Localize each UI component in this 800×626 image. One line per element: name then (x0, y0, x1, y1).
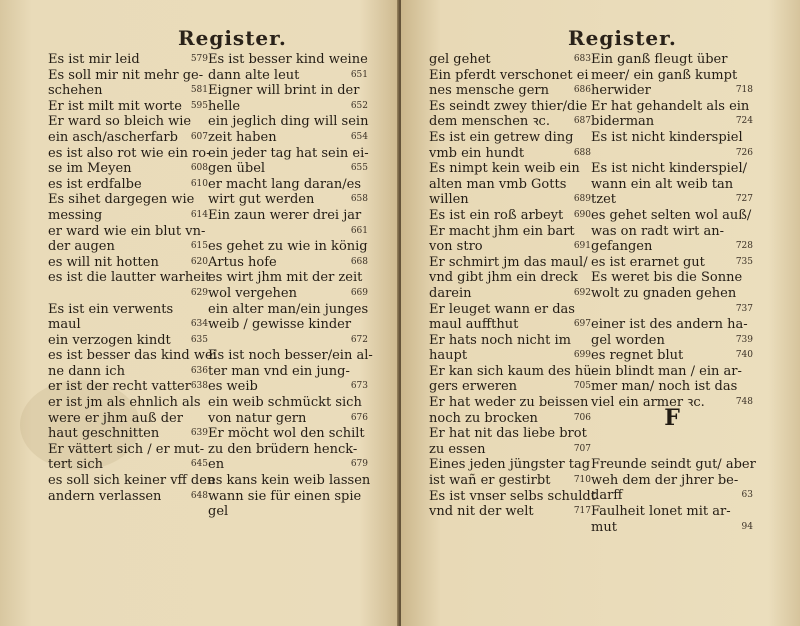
entry-text: alten man vmb Gotts (429, 176, 567, 192)
entry-page-number: 651 (350, 69, 368, 80)
register-entry (48, 317, 208, 333)
left-page (0, 0, 399, 626)
entry-text: gers erweren (429, 379, 518, 395)
register-entry (429, 239, 591, 255)
register-entry (48, 145, 211, 162)
entry-text: Ein pferdt verschonet ei (429, 67, 589, 83)
entry-text: Es weret bis die Sonne (591, 270, 743, 286)
entry-text: Er kan sich kaum des hü- (429, 363, 597, 379)
register-entry (591, 488, 753, 504)
entry-text: gen übel (208, 161, 266, 177)
entry-text: der augen (48, 239, 115, 255)
register-entry (208, 364, 368, 380)
register-entry (429, 363, 597, 380)
entry-page-number: 676 (350, 412, 368, 423)
entry-text: Er hat weder zu beissen (429, 395, 589, 411)
register-entry (591, 177, 753, 193)
register-entry (591, 255, 753, 271)
register-entry (591, 192, 753, 208)
entry-text: Es nimpt kein weib ein (429, 161, 580, 177)
entry-text: ein jeglich ding will sein (208, 114, 369, 130)
entry-text: helle (208, 98, 241, 114)
entry-page-number: 634 (190, 319, 208, 330)
register-entry (208, 114, 368, 130)
entry-text: er ist jm als ehnlich als (48, 395, 201, 411)
entry-text: maul (48, 317, 81, 333)
entry-text: mer man/ noch ist das (591, 379, 738, 395)
register-entry (591, 302, 753, 318)
register-entry (429, 161, 591, 177)
entry-page-number: 710 (573, 475, 591, 486)
register-entry (208, 208, 368, 224)
entry-page-number: 635 (190, 334, 208, 345)
entry-text: ein jeder tag hat sein ei- (208, 145, 369, 161)
entry-text: noch zu brocken (429, 410, 538, 426)
entry-page-number: 735 (735, 256, 753, 267)
entry-page-number: 697 (573, 319, 591, 330)
entry-text: es ist also rot wie ein ro- (48, 145, 211, 161)
register-entry (208, 270, 368, 286)
register-entry (48, 395, 208, 411)
register-entry (208, 426, 368, 442)
register-entry (591, 130, 753, 146)
register-entry (591, 404, 753, 442)
register-entry (429, 130, 591, 146)
entry-text: herwider (591, 83, 651, 99)
register-entry (429, 146, 591, 162)
entry-text: wann sie für einen spie (208, 488, 362, 504)
entry-text: er ward wie ein blut vn- (48, 223, 206, 239)
register-entry (591, 146, 753, 162)
register-entry (591, 161, 753, 177)
register-entry (429, 83, 591, 99)
entry-page-number: 689 (573, 194, 591, 205)
entry-page-number: 94 (741, 521, 753, 532)
entry-text: zeit haben (208, 129, 277, 145)
register-entry (48, 99, 208, 115)
entry-text: er macht lang daran/es (208, 176, 362, 192)
register-entry (591, 68, 753, 84)
entry-page-number: 688 (573, 147, 591, 158)
entry-page-number: 692 (573, 287, 591, 298)
register-entry (48, 52, 208, 68)
entry-text: maul auffthut (429, 317, 519, 333)
entry-page-number: 705 (573, 381, 591, 392)
register-entry (429, 473, 591, 489)
register-entry (591, 270, 753, 286)
right-page (401, 0, 800, 626)
entry-page-number: 614 (190, 209, 208, 220)
entry-text: Es ist nicht kinderspiel (591, 129, 743, 145)
entry-page-number: 683 (573, 54, 591, 64)
register-entry (48, 457, 208, 473)
entry-text: Er ward so bleich wie (48, 114, 192, 130)
left-page-header: Register. (178, 26, 287, 50)
entry-text: Es ist ein verwents (48, 301, 174, 317)
entry-text: Er möcht wol den schilt (208, 426, 365, 442)
register-entry (48, 270, 211, 286)
register-entry (591, 473, 753, 489)
entry-text: Es seindt zwey thier/die (429, 98, 588, 114)
register-entry (208, 489, 368, 505)
entry-text: es wirt jhm mit der zeit (208, 270, 363, 286)
register-entry (48, 192, 208, 208)
entry-page-number: 615 (190, 241, 208, 252)
entry-page-number: 581 (190, 85, 208, 96)
register-entry (429, 52, 591, 68)
register-entry (591, 348, 753, 364)
register-entry (429, 68, 591, 84)
entry-text: Ein ganß fleugt über (591, 52, 728, 67)
register-entry (429, 114, 591, 130)
entry-text: Es ist vnser selbs schuldt (429, 488, 596, 504)
register-entry (208, 504, 368, 520)
entry-text: Er hats noch nicht im (429, 332, 571, 348)
entry-page-number: 728 (735, 241, 753, 252)
register-entry (591, 99, 753, 115)
register-entry (208, 473, 371, 489)
register-entry (48, 83, 208, 99)
entry-text: es ist besser das kind wei (48, 348, 217, 364)
register-entry (591, 457, 756, 473)
entry-text: vnd nit der welt (429, 504, 534, 520)
entry-text: meer/ ein ganß kumpt (591, 67, 738, 83)
register-entry (429, 208, 591, 224)
register-entry (48, 255, 208, 271)
entry-text: en (208, 457, 225, 473)
register-entry (429, 286, 591, 302)
register-entry (208, 255, 368, 271)
entry-text: es weib (208, 379, 258, 395)
entry-text: Es sihet dargegen wie (48, 192, 195, 208)
entry-page-number: 718 (735, 85, 753, 96)
entry-text: von natur gern (208, 410, 307, 426)
register-entry (591, 364, 753, 380)
entry-page-number: 610 (190, 178, 208, 189)
register-entry (48, 224, 208, 240)
entry-text: nes mensche gern (429, 83, 550, 99)
entry-text: Er leuget wann er das (429, 301, 575, 317)
register-entry (429, 224, 591, 240)
left-column-1 (48, 52, 217, 504)
entry-text: ter man vnd ein jung- (208, 363, 350, 379)
entry-text: Er schmirt jm das maul/ (429, 254, 588, 270)
entry-text: es gehet zu wie in könig (208, 239, 368, 255)
entry-text: es ist erarnet gut (591, 254, 705, 270)
register-entry (591, 208, 753, 224)
register-entry (429, 411, 591, 427)
entry-page-number: 620 (190, 256, 208, 267)
entry-page-number: 690 (573, 209, 591, 220)
entry-text: andern verlassen (48, 488, 162, 504)
entry-text: Er vättert sich / er mut- (48, 441, 205, 457)
register-entry (208, 302, 368, 318)
register-entry (429, 192, 591, 208)
register-entry (591, 83, 753, 99)
entry-text: ne dann ich (48, 363, 125, 379)
register-entry (429, 442, 591, 458)
register-entry (48, 161, 208, 177)
register-entry (48, 68, 208, 84)
entry-page-number: 726 (735, 147, 753, 158)
entry-text: ein blindt man / ein ar- (591, 363, 742, 379)
entry-text: Artus hofe (208, 254, 277, 270)
register-entry (429, 255, 591, 271)
entry-page-number: 672 (350, 334, 368, 345)
entry-text: weib / gewisse kinder (208, 317, 352, 333)
entry-text: Er macht jhm ein bart (429, 223, 575, 239)
entry-page-number: 727 (735, 194, 753, 205)
entry-page-number: 687 (573, 116, 591, 127)
entry-text: zu den brüdern henck- (208, 441, 358, 457)
register-entry (591, 52, 753, 68)
entry-page-number: 638 (190, 381, 208, 392)
register-entry (429, 426, 591, 442)
entry-text: Ein zaun werer drei jar (208, 207, 362, 223)
entry-page-number: 607 (190, 131, 208, 142)
entry-text: haut geschnitten (48, 426, 160, 442)
entry-page-number: 668 (350, 256, 368, 267)
register-entry (429, 317, 591, 333)
entry-text: se im Meyen (48, 161, 132, 177)
register-entry (429, 395, 591, 411)
entry-page-number: 748 (735, 397, 753, 408)
right-column-2 (591, 52, 756, 535)
register-entry (48, 379, 208, 395)
entry-text: es gehet selten wol auß/ (591, 207, 752, 223)
entry-text: darff (591, 488, 623, 504)
register-entry (48, 333, 208, 349)
register-entry (429, 177, 591, 193)
entry-text: weh dem der jhrer be- (591, 472, 739, 488)
entry-page-number: 655 (350, 163, 368, 174)
register-entry (429, 348, 591, 364)
entry-text: Es ist mir leid (48, 52, 140, 67)
entry-page-number: 636 (190, 365, 208, 376)
entry-page-number: 669 (350, 287, 368, 298)
entry-page-number: 737 (735, 303, 753, 314)
entry-page-number: 691 (573, 241, 591, 252)
entry-text: Eigner will brint in der (208, 83, 360, 99)
entry-page-number: 739 (735, 334, 753, 345)
entry-text: ein verzogen kindt (48, 332, 171, 348)
register-entry (429, 457, 591, 473)
register-entry (48, 130, 208, 146)
entry-text: gel gehet (429, 52, 491, 67)
register-entry (48, 348, 217, 364)
entry-page-number: 706 (573, 412, 591, 423)
entry-text: mut (591, 519, 617, 535)
register-entry (591, 379, 753, 395)
register-entry (208, 239, 368, 255)
register-entry (48, 426, 208, 442)
entry-text: Faulheit lonet mit ar- (591, 504, 731, 520)
entry-text: Es ist besser kind weine (208, 52, 368, 67)
register-entry (429, 99, 591, 115)
register-entry (208, 177, 368, 193)
register-entry (48, 364, 208, 380)
entry-text: dem menschen ꝛc. (429, 114, 550, 130)
entry-page-number: 652 (350, 100, 368, 111)
entry-text: were er jhm auß der (48, 410, 183, 426)
entry-text: wolt zu gnaden gehen (591, 285, 737, 301)
entry-page-number: 673 (350, 381, 368, 392)
register-entry (591, 333, 753, 349)
entry-text: er ist der recht vatter (48, 379, 191, 395)
entry-page-number: 629 (190, 287, 208, 298)
entry-page-number: 648 (190, 490, 208, 501)
register-entry (48, 208, 208, 224)
entry-text: einer ist des andern ha- (591, 317, 748, 333)
entry-text: gefangen (591, 239, 653, 255)
register-entry (429, 488, 596, 505)
entry-text: es kans kein weib lassen (208, 473, 371, 489)
entry-text: ein asch/ascherfarb (48, 129, 178, 145)
register-entry (208, 130, 368, 146)
left-column-2 (208, 52, 373, 520)
register-entry (208, 411, 368, 427)
entry-page-number: 654 (350, 131, 368, 142)
register-entry (208, 224, 368, 240)
entry-text: es regnet blut (591, 348, 684, 364)
register-entry (429, 270, 591, 286)
entry-page-number: 661 (350, 225, 368, 236)
register-entry (48, 286, 208, 302)
register-entry (208, 395, 368, 411)
register-entry (429, 302, 591, 318)
register-entry (208, 192, 368, 208)
entry-page-number: 717 (573, 506, 591, 517)
entry-page-number: 740 (735, 350, 753, 361)
register-entry (48, 442, 208, 458)
entry-text: biderman (591, 114, 655, 130)
entry-page-number: 579 (190, 54, 208, 64)
register-entry (591, 520, 753, 536)
entry-text: was on radt wirt an- (591, 223, 725, 239)
entry-text: vmb ein hundt (429, 145, 525, 161)
register-entry (591, 114, 753, 130)
entry-page-number: 639 (190, 428, 208, 439)
entry-page-number: 686 (573, 85, 591, 96)
entry-text: Es ist ein getrew ding (429, 129, 574, 145)
entry-text: dann alte leut (208, 67, 300, 83)
register-entry (48, 114, 208, 130)
entry-page-number: 679 (350, 459, 368, 470)
entry-page-number: 699 (573, 350, 591, 361)
entry-text: gel (208, 504, 229, 520)
register-entry (208, 83, 368, 99)
register-entry (208, 442, 368, 458)
entry-text: Es ist nicht kinderspiel/ (591, 161, 748, 177)
entry-page-number: 658 (350, 194, 368, 205)
register-entry (48, 177, 208, 193)
entry-text: gel worden (591, 332, 665, 348)
entry-text: zu essen (429, 441, 486, 457)
right-column-1 (429, 52, 597, 520)
entry-text: darein (429, 285, 472, 301)
register-entry (591, 442, 753, 458)
register-entry (591, 224, 753, 240)
register-entry (591, 504, 753, 520)
entry-text: Es ist noch besser/ein al- (208, 348, 373, 364)
register-entry (208, 379, 368, 395)
entry-text: tzet (591, 192, 616, 208)
register-entry (48, 411, 208, 427)
entry-page-number: 608 (190, 163, 208, 174)
entry-page-number: 707 (573, 443, 591, 454)
entry-text: von stro (429, 239, 483, 255)
register-entry (208, 333, 368, 349)
register-entry (591, 317, 753, 333)
register-entry (48, 239, 208, 255)
right-page-header: Register. (568, 26, 677, 50)
entry-text: ein weib schmückt sich (208, 395, 362, 411)
register-entry (208, 68, 368, 84)
entry-text: es soll sich keiner vff den (48, 473, 216, 489)
entry-text: haupt (429, 348, 468, 364)
entry-text: Es soll mir nit mehr ge- (48, 67, 204, 83)
entry-text: viel ein armer ꝛc. (591, 395, 705, 411)
entry-text: Eines jeden jüngster tag (429, 457, 591, 473)
entry-text: schehen (48, 83, 103, 99)
entry-text: willen (429, 192, 469, 208)
register-entry (208, 52, 368, 68)
entry-page-number: 63 (741, 490, 753, 501)
entry-page-number: 645 (190, 459, 208, 470)
entry-text: ein alter man/ein junges (208, 301, 369, 317)
register-entry (48, 473, 216, 489)
entry-text: wirt gut werden (208, 192, 315, 208)
section-letter: F (664, 404, 680, 431)
register-entry (208, 286, 368, 302)
register-entry (429, 333, 591, 349)
entry-text: Er hat gehandelt als ein (591, 98, 750, 114)
entry-text: Freunde seindt gut/ aber (591, 457, 756, 473)
entry-text: wol vergehen (208, 285, 297, 301)
entry-text: ist wañ er gestirbt (429, 473, 551, 489)
entry-text: wann ein alt weib tan (591, 176, 734, 192)
register-entry (591, 239, 753, 255)
register-entry (208, 146, 368, 162)
entry-text: Er ist milt mit worte (48, 98, 182, 114)
register-entry (48, 302, 208, 318)
register-entry (208, 99, 368, 115)
entry-page-number: 724 (735, 116, 753, 127)
register-entry (429, 379, 591, 395)
register-entry (429, 504, 591, 520)
entry-text: Es ist ein roß arbeyt (429, 207, 564, 223)
entry-text: es will nit hotten (48, 254, 159, 270)
entry-text: messing (48, 207, 103, 223)
entry-text: tert sich (48, 457, 103, 473)
entry-text: es ist erdfalbe (48, 176, 142, 192)
entry-text: es ist die lautter warheit (48, 270, 211, 286)
entry-text: vnd gibt jhm ein dreck (429, 270, 578, 286)
register-entry (48, 489, 208, 505)
register-entry (208, 161, 368, 177)
register-entry (591, 286, 753, 302)
register-entry (208, 348, 373, 364)
entry-text: Er hat nit das liebe brot (429, 426, 587, 442)
entry-page-number: 595 (190, 100, 208, 111)
register-entry (208, 317, 368, 333)
register-entry (208, 457, 368, 473)
